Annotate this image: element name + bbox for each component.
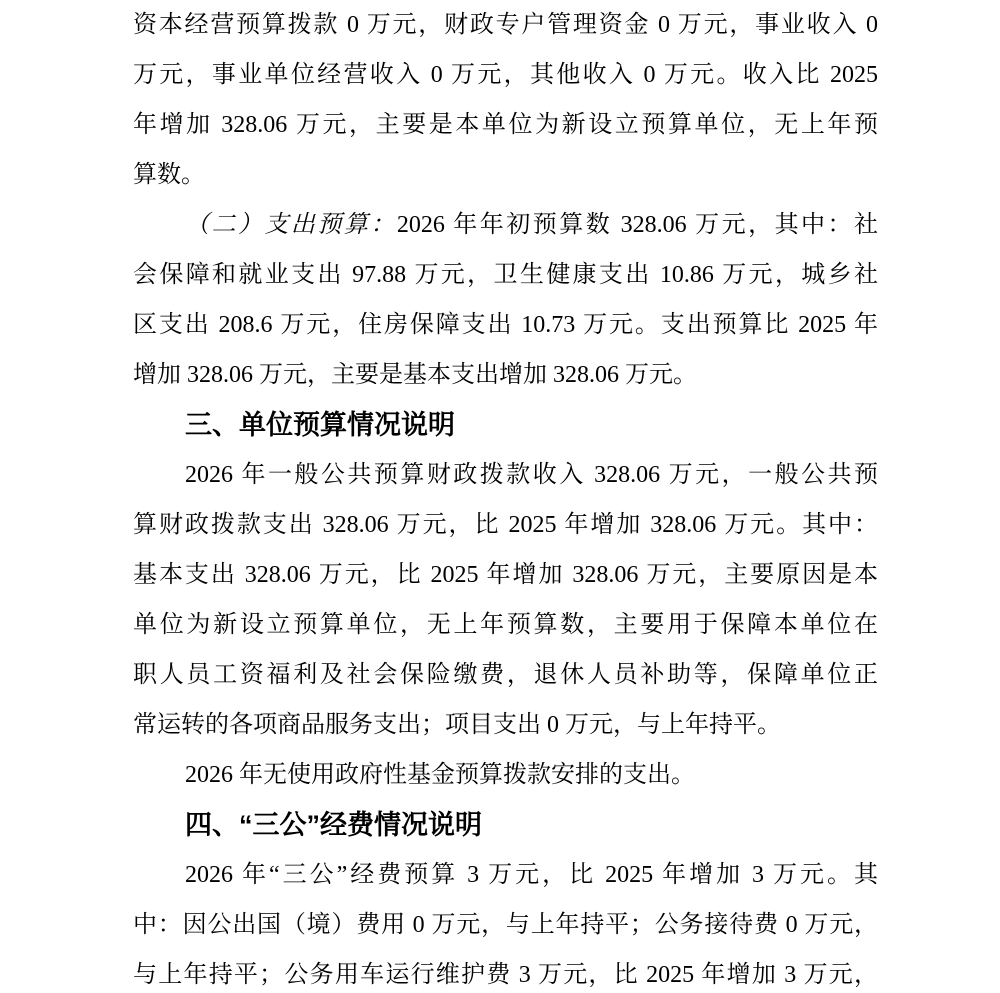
text-line paragraph-end: 算数。 (133, 162, 205, 188)
text-line: 中：因公出国（境）费用 0 万元，与上年持平；公务接待费 0 万元， (133, 912, 878, 938)
section-heading-unit-budget: 三、单位预算情况说明 (185, 410, 455, 440)
text-line: 年增加 328.06 万元，主要是本单位为新设立预算单位，无上年预 (133, 112, 878, 138)
text-line paragraph-start: 2026 年一般公共预算财政拨款收入 328.06 万元，一般公共预 (185, 462, 878, 488)
text-line government-fund-note: 2026 年无使用政府性基金预算拨款安排的支出。 (185, 762, 695, 788)
text-line: 万元，事业单位经营收入 0 万元，其他收入 0 万元。收入比 2025 (133, 62, 878, 88)
text-line: 会保障和就业支出 97.88 万元，卫生健康支出 10.86 万元，城乡社 (133, 262, 878, 288)
document-body (133, 0, 878, 993)
text-line: 职人员工资福利及社会保险缴费，退休人员补助等，保障单位正 (133, 662, 878, 688)
text-line paragraph-end: 常运转的各项商品服务支出；项目支出 0 万元，与上年持平。 (133, 712, 781, 738)
text-line: 与上年持平；公务用车运行维护费 3 万元，比 2025 年增加 3 万元， (133, 962, 878, 988)
text-line: 资本经营预算拨款 0 万元，财政专户管理资金 0 万元，事业收入 0 (133, 12, 878, 38)
section-heading-three-public-funds: 四、“三公”经费情况说明 (185, 810, 482, 840)
subsection-lead-text: 2026 年年初预算数 328.06 万元，其中：社 (396, 212, 879, 238)
text-line paragraph-start: 2026 年“三公”经费预算 3 万元，比 2025 年增加 3 万元。其 (185, 862, 878, 888)
text-line paragraph-end: 增加 328.06 万元，主要是基本支出增加 328.06 万元。 (133, 362, 697, 388)
text-line: 基本支出 328.06 万元，比 2025 年增加 328.06 万元，主要原因是本 (133, 562, 878, 588)
subsection-lead-label: （二）支出预算： (185, 212, 397, 238)
text-line: 算财政拨款支出 328.06 万元，比 2025 年增加 328.06 万元。其中： (133, 512, 878, 538)
text-line: 区支出 208.6 万元，住房保障支出 10.73 万元。支出预算比 2025 年 (133, 312, 878, 338)
text-line subsection-expenditure-budget (133, 200, 878, 250)
text-line: 单位为新设立预算单位，无上年预算数，主要用于保障本单位在 (133, 612, 878, 638)
